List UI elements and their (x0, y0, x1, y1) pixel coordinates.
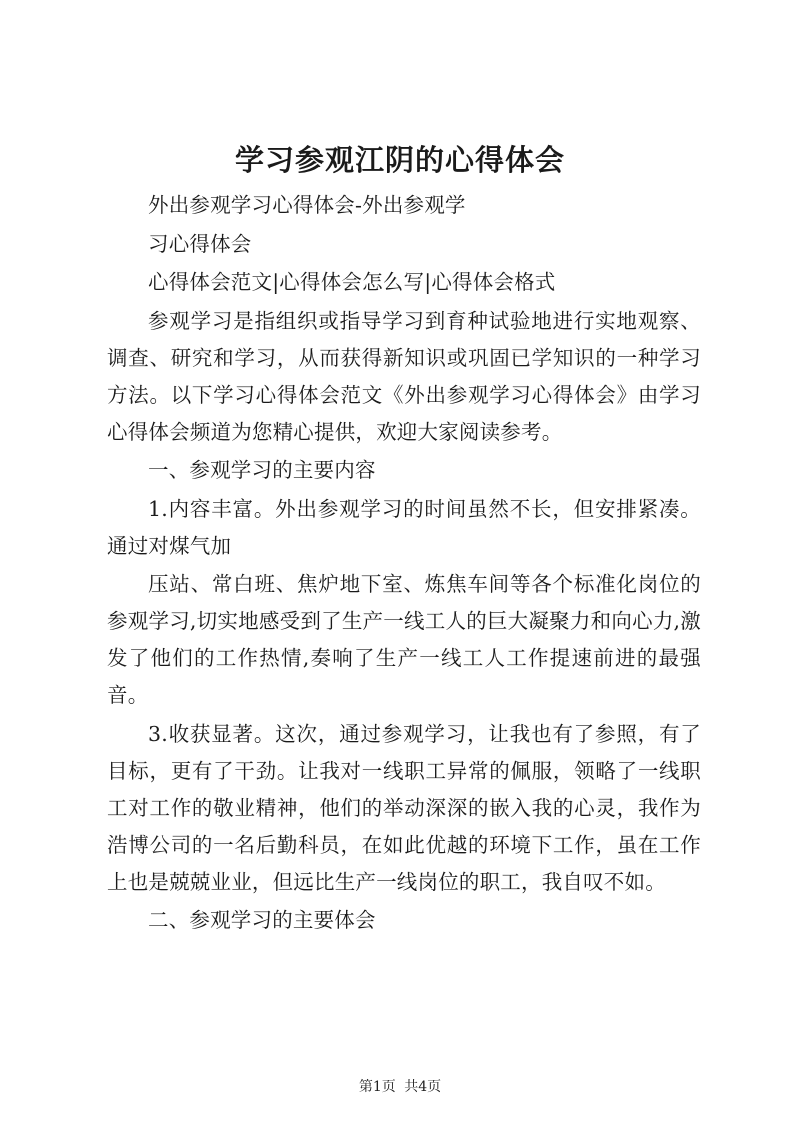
paragraph: 心得体会范文|心得体会怎么写|心得体会格式 (148, 270, 556, 294)
paragraph: 3.收获显著。这次，通过参观学习，让我也有了参照，有了目标，更有了干劲。让我对一线职工异常的佩服，领略了一线职工对工作的敬业精神，他们的举动深深的嵌入我的心灵，我作为浩博公司的一名后勤科员，在如此优越的环境下工作，虽在工作上也是兢兢业业，但远比生产一线岗位的职工，我自叹不如。 (107, 721, 701, 894)
page-number: 第1页 (358, 1079, 396, 1095)
document-title: 学习参观江阴的心得体会 (234, 143, 565, 177)
section-heading: 一、参观学习的主要内容 (148, 458, 376, 482)
paragraph: 1.内容丰富。外出参观学习的时间虽然不长，但安排紧凑。通过对煤气加 (107, 496, 701, 558)
paragraph: 习心得体会 (148, 231, 252, 256)
document-body (107, 187, 701, 941)
page-total: 共4页 (404, 1079, 442, 1095)
paragraph: 外出参观学习心得体会-外出参观学 (148, 193, 466, 217)
section-heading: 二、参观学习的主要体会 (148, 908, 376, 932)
paragraph: 参观学习是指组织或指导学习到育种试验地进行实地观察、调查、研究和学习，从而获得新知识或巩固已学知识的一种学习方法。以下学习心得体会范文《外出参观学习心得体会》由学习心得体会频道为您精心提供，欢迎大家阅读参考。 (107, 308, 701, 444)
page-footer (0, 1077, 800, 1097)
paragraph: 压站、常白班、焦炉地下室、炼焦车间等各个标准化岗位的参观学习,切实地感受到了生产一线工人的巨大凝聚力和向心力,激发了他们的工作热情,奏响了生产一线工人工作提速前进的最强音。 (107, 572, 701, 707)
